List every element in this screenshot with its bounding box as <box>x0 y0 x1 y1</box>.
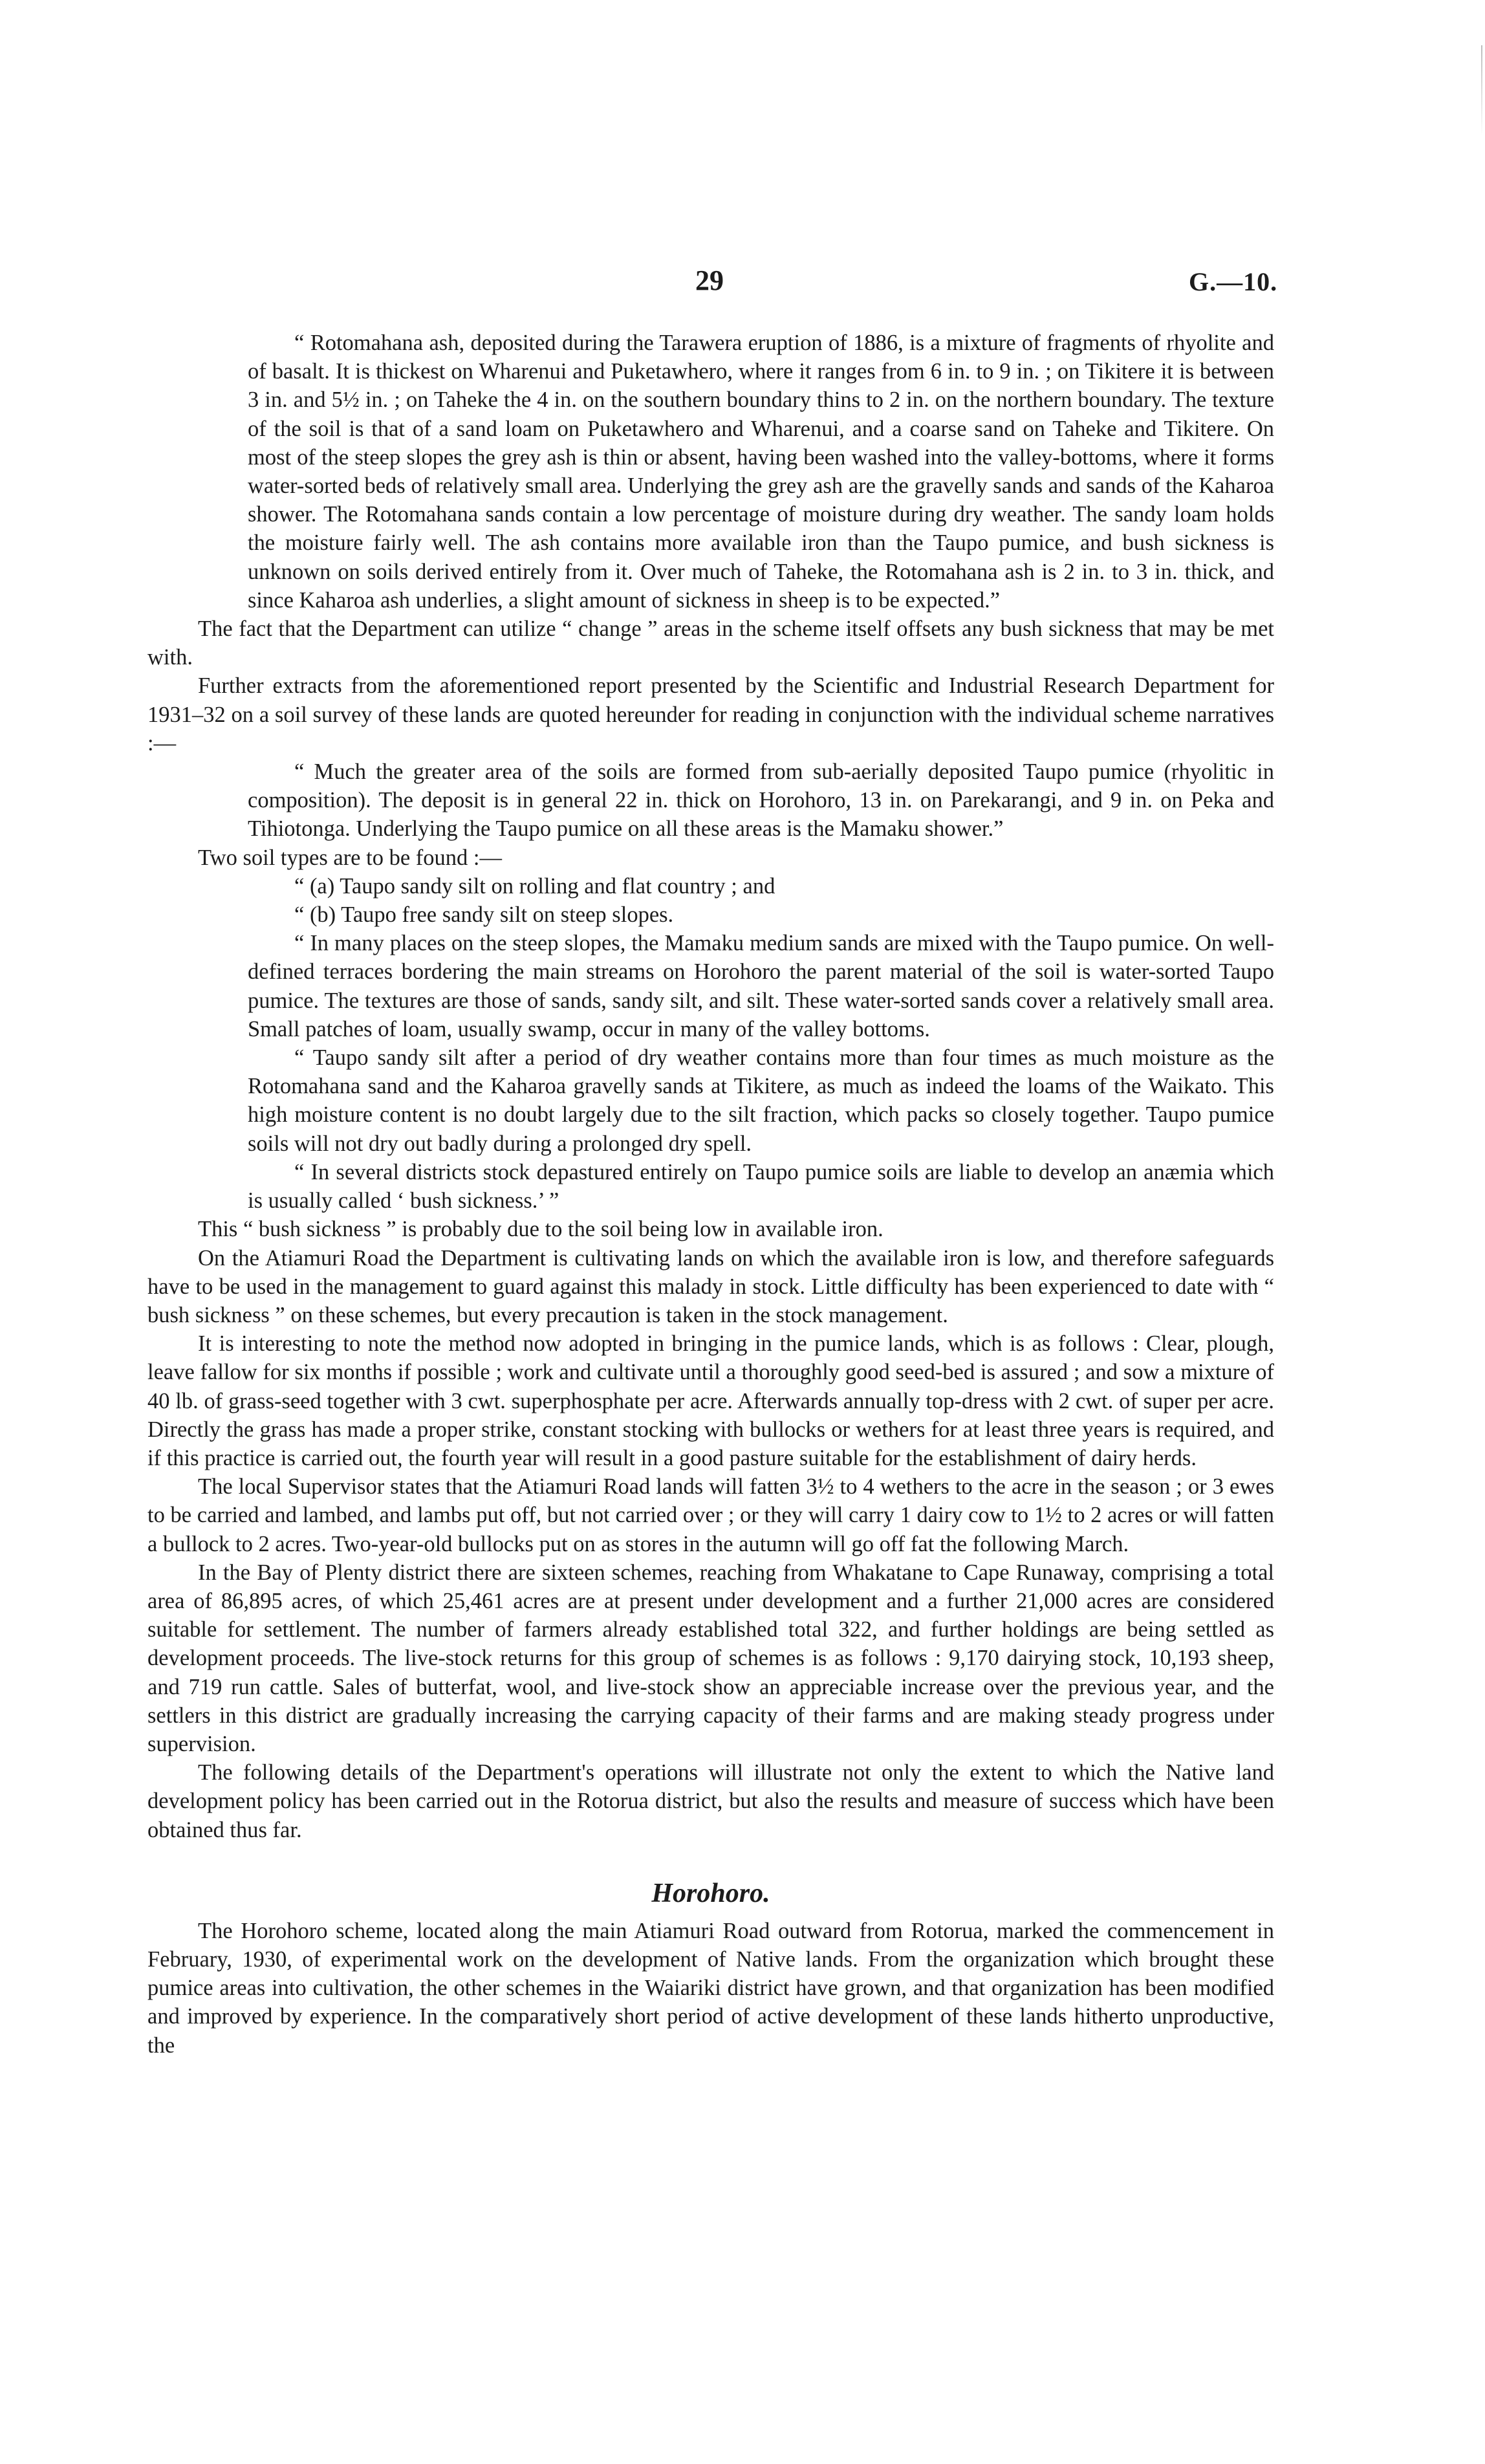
scan-edge-mark <box>1481 45 1482 136</box>
page-header <box>0 264 1485 303</box>
paragraph-horohoro-scheme: The Horohoro scheme, located along the main Atiamuri Road outward from Rotorua, marked the commencement in February, 1930, of experimental work on the development of Native lands. From the organization which brought these pumice areas into cultivation, the other schemes in the Waiariki district have grown, and that organization has been modified and improved by experience. In the comparatively short period of active development of these lands hitherto unproductive, the <box>147 1918 1274 2058</box>
paragraph-method: It is interesting to note the method now adopted in bringing in the pumice lands, which is as follows : Clear, plough, leave fallow for six months if possible ; work and cultivate until a thoroughly good seed-bed is assured ; and sow a mixture of 40 lb. of grass-seed together with 3 cwt. superphosphate per acre. Afterwards annually top-dress with 2 cwt. of super per acre. Directly the grass has made a proper strike, constant stocking with bullocks or wethers for at least three years is required, and if this practice is carried out, the fourth year will result in a good pasture suitable for the establishment of dairy herds. <box>147 1331 1274 1470</box>
quote-paragraph-anaemia: “ In several districts stock depastured entirely on Taupo pumice soils are liable to develop an anæmia which is usually called ‘ bush sickness.’ ” <box>248 1159 1274 1214</box>
soil-type-item-a: “ (a) Taupo sandy silt on rolling and flat country ; and <box>294 873 775 899</box>
paragraph-bush-sickness-iron: This “ bush sickness ” is probably due to the soil being low in available iron. <box>198 1217 883 1242</box>
page-number: 29 <box>695 265 724 296</box>
paragraph-local-supervisor: The local Supervisor states that the Atiamuri Road lands will fatten 3½ to 4 wethers to the acre in the season ; or 3 ewes to be carried and lambed, and lambs put off, but not carried over ; or they will carry 1 dairy cow to 1½ to 2 acres or will fatten a bullock to 2 acres. Two-year-old bullocks put on as stores in the autumn will go off fat the following March. <box>147 1474 1274 1556</box>
quote-paragraph-rotomahana-ash: “ Rotomahana ash, deposited during the Tarawera eruption of 1886, is a mixture of fragments of rhyolite and of basalt. It is thickest on Wharenui and Puketawhero, where it ranges from 6 in. to 9 in. ; on Tikitere it is between 3 in. and 5½ in. ; on Taheke the 4 in. on the southern boundary thins to 2 in. on the northern boundary. The texture of the soil is that of a sand loam on Puketawhero and Wharenui, and a coarse sand on Taheke and Tikitere. On most of the steep slopes the grey ash is thin or absent, having been washed into the valley-bottoms, where it forms water-sorted beds of relatively small area. Underlying the grey ash are the gravelly sands and sands of the Kaharoa shower. The Rotomahana sands contain a low percentage of moisture during dry weather. The sandy loam holds the moisture fairly well. The ash contains more available iron than the Taupo pumice, and bush sickness is unknown on soils derived entirely from it. Over much of Taheke, the Rotomahana ash is 2 in. to 3 in. thick, and since Kaharoa ash underlies, a slight amount of sickness in sheep is to be expected.” <box>248 331 1274 613</box>
paragraph-following-details: The following details of the Department's operations will illustrate not only the extent to which the Native land development policy has been carried out in the Rotorua district, but also the results and measure of success which have been obtained thus far. <box>147 1760 1274 1842</box>
paragraph-soil-types-intro: Two soil types are to be found :— <box>198 845 502 870</box>
quote-paragraph-moisture: “ Taupo sandy silt after a period of dry weather contains more than four times as much moisture as the Rotomahana sand and the Kaharoa gravelly sands at Tikitere, as much as indeed the loams of the Waikato. This high moisture content is no doubt largely due to the silt fraction, which packs so closely together. Taupo pumice soils will not dry out badly during a prolonged dry spell. <box>248 1045 1274 1156</box>
body-text <box>147 329 1274 2060</box>
paragraph-atiamuri-road: On the Atiamuri Road the Department is cultivating lands on which the available iron is low, and therefore safeguards have to be used in the management to guard against this malady in stock. Little difficulty has been experienced to date with “ bush sickness ” on these schemes, but every precaution is taken in the stock management. <box>147 1245 1274 1327</box>
document-reference: G.—10. <box>1189 267 1278 296</box>
paragraph-change-areas: The fact that the Department can utilize “ change ” areas in the scheme itself offsets any bush sickness that may be met with. <box>147 616 1274 670</box>
section-title-horohoro: Horohoro. <box>651 1878 770 1908</box>
quote-paragraph-taupo-pumice: “ Much the greater area of the soils are formed from sub-aerially deposited Taupo pumice (rhyolitic in composition). The deposit is in general 22 in. thick on Horohoro, 13 in. on Parekarangi, and 9 in. on Peka and Tihiotonga. Underlying the Taupo pumice on all these areas is the Mamaku shower.” <box>248 759 1274 842</box>
quote-paragraph-mamaku-sands: “ In many places on the steep slopes, the Mamaku medium sands are mixed with the Taupo pumice. On well-defined terraces bordering the main streams on Horohoro the parent material of the soil is water-sorted Taupo pumice. The textures are those of sands, sandy silt, and silt. These water-sorted sands cover a relatively small area. Small patches of loam, usually swamp, occur in many of the valley bottoms. <box>248 931 1274 1041</box>
paragraph-bay-of-plenty: In the Bay of Plenty district there are sixteen schemes, reaching from Whakatane to Cape Runaway, comprising a total area of 86,895 acres, of which 25,461 acres are at present under development and a further 21,000 acres are considered suitable for settlement. The number of farmers already established total 322, and further holdings are being settled as development proceeds. The live-stock returns for this group of schemes is as follows : 9,170 dairying stock, 10,193 sheep, and 719 run cattle. Sales of butterfat, wool, and live-stock show an appreciable increase over the previous year, and the settlers in this district are gradually increasing the carrying capacity of their farms and are making steady progress under supervision. <box>147 1560 1274 1756</box>
paragraph-further-extracts: Further extracts from the aforementioned report presented by the Scientific and Industrial Research Department for 1931–32 on a soil survey of these lands are quoted hereunder for reading in conjunction with the individual scheme narratives :— <box>147 673 1274 756</box>
soil-type-item-b: “ (b) Taupo free sandy silt on steep slopes. <box>294 902 674 928</box>
